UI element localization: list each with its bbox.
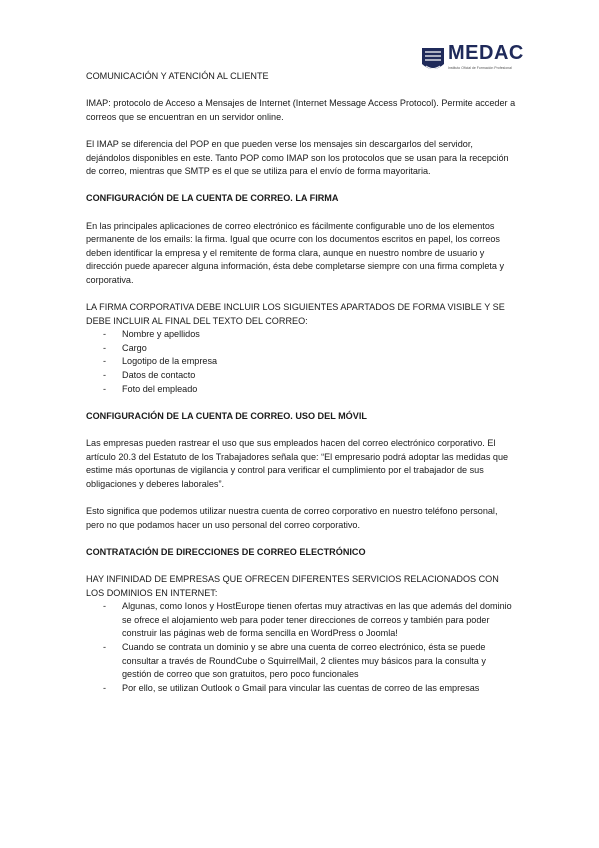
document-title: COMUNICACIÓN Y ATENCIÓN AL CLIENTE: [86, 71, 269, 81]
list-item: - Algunas, como Ionos y HostEurope tienen ofertas muy atractivas en las que además del dominio se ofrece el alojamiento web para poder tener direcciones de correos y también para poder construir las páginas web de forma sencilla en WordPress o Joomla!: [86, 600, 516, 641]
list-item: - Logotipo de la empresa: [86, 355, 516, 369]
firma-list: [86, 328, 516, 396]
imap-vs-pop-paragraph: El IMAP se diferencia del POP en que pueden verse los mensajes sin descargarlos del servidor, dejándolos disponibles en este. Tanto POP como IMAP son los protocolos que se usan para la recepción de correo, mientras que SMTP es el que se utiliza para el envío de forma mayoritaria.: [86, 138, 509, 177]
logo-text: MEDAC: [448, 42, 524, 64]
movil-paragraph-2: Esto significa que podemos utilizar nuestra cuenta de correo corporativo en nuestro teléfono personal, pero no que podamos hacer un uso personal del correo corporativo.: [86, 506, 498, 530]
list-item: - Por ello, se utilizan Outlook o Gmail para vincular las cuentas de correo de las empresas: [86, 682, 516, 696]
section-heading-firma: CONFIGURACIÓN DE LA CUENTA DE CORREO. LA FIRMA: [86, 193, 339, 204]
list-item: - Nombre y apellidos: [86, 328, 516, 342]
section-heading-dominios: CONTRATACIÓN DE DIRECCIONES DE CORREO ELECTRÓNICO: [86, 546, 366, 557]
dominios-list-intro: HAY INFINIDAD DE EMPRESAS QUE OFRECEN DIFERENTES SERVICIOS RELACIONADOS CON LOS DOMINIOS EN INTERNET:: [86, 573, 499, 598]
list-item: - Foto del empleado: [86, 383, 516, 397]
imap-definition: IMAP: protocolo de Acceso a Mensajes de Internet (Internet Message Access Protocol). Permite acceder a correos que se encuentran en un servidor online.: [86, 98, 516, 122]
list-item: - Cargo: [86, 342, 516, 356]
firma-list-intro: LA FIRMA CORPORATIVA DEBE INCLUIR LOS SIGUIENTES APARTADOS DE FORMA VISIBLE Y SE DEBE INCLUIR AL FINAL DEL TEXTO DEL CORREO:: [86, 302, 505, 326]
document-body: [86, 70, 516, 695]
dominios-list: [86, 600, 516, 695]
firma-paragraph: En las principales aplicaciones de correo electrónico es fácilmente configurable uno de los elementos permanente de los emails: la firma. Igual que ocurre con los documentos escritos en papel, los correos deben identificar la empresa y el remitente de forma clara, aunque en nuestro nombre de usuario y dirección puede aparecer alguna información, ésta debe completarse siempre con una firma completa y corporativa.: [86, 220, 505, 285]
list-item: - Datos de contacto: [86, 369, 516, 383]
movil-paragraph-1: Las empresas pueden rastrear el uso que sus empleados hacen del correo electrónico corporativo. El artículo 20.3 del Estatuto de los Trabajadores señala que: “El empresario podrá adoptar las medidas que estime más oportunas de vigilancia y control para verificar el cumplimiento por el trabajador de sus obligaciones y deberes laborales”.: [86, 438, 509, 489]
list-item: - Cuando se contrata un dominio y se abre una cuenta de correo electrónico, ésta se puede consultar a través de RoundCube o SquirrelMail, 2 clientes muy básicos para la consulta y gestión de correo que son gratuitos, pero poco funcionales: [86, 641, 516, 682]
section-heading-movil: CONFIGURACIÓN DE LA CUENTA DE CORREO. USO DEL MÓVIL: [86, 410, 367, 421]
logo-subtitle: Instituto Oficial de Formación Profesional: [448, 66, 512, 70]
